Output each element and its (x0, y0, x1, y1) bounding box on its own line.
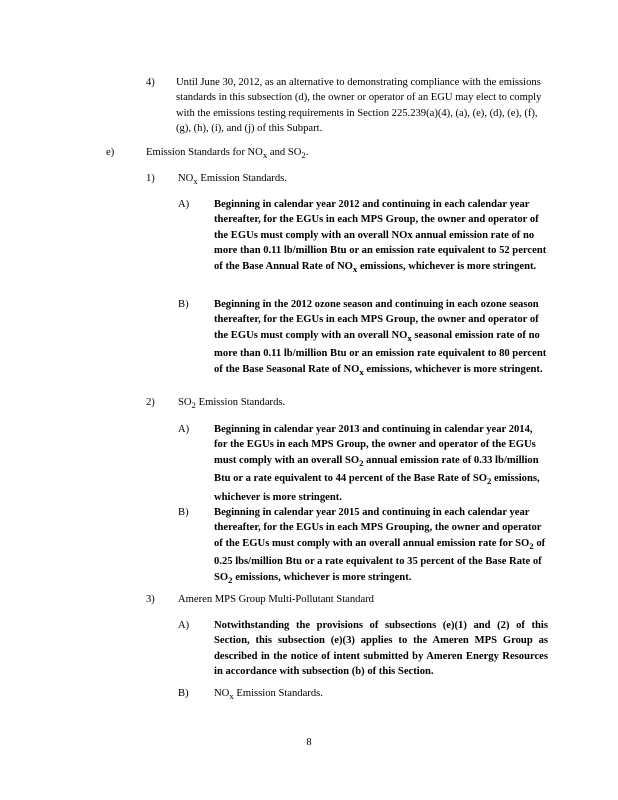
section-e-heading: Emission Standards for $NO_x$ and $SO_2$. (146, 147, 309, 161)
subsection-3B-heading: $NO_x$ Emission Standards. (214, 688, 323, 702)
subsection-1A-label: A) (178, 199, 190, 210)
subsection-1A-text: Beginning in calendar year 2012 and continuing in each calendar year thereafter, for the EGUs in each MPS Group, the owner and operator of the EGUs must comply with an overall NOx annual emission rate of no more than 0.11 lb/million Btu or an emission rate equivalent to 52 percent of the Base Annual Rate of $NO_x$ emissions, whichever is more stringent. (214, 199, 547, 274)
subsection-1-heading: $NO_x$ Emission Standards. (178, 173, 287, 187)
page-number: 8 (306, 737, 312, 748)
subsection-3B-label: B) (178, 688, 189, 699)
subsection-2A-label: A) (178, 424, 190, 435)
subsection-1B-text: Beginning in the 2012 ozone season and continuing in each ozone season thereafter, for the EGUs in each MPS Group, the owner and operator of the EGUs must comply with an overall $NO_x$ seasonal emission rate of no more than 0.11 lb/million Btu or an emission rate equivalent to 80 percent of the Base Seasonal Rate of $NO_x$ emissions, whichever is more stringent. (214, 299, 547, 377)
subsection-1B-label: B) (178, 299, 189, 310)
subsection-3A-text: Notwithstanding the provisions of subsections (e)(1) and (2) of this Section, this subsection (e)(3) applies to the Ameren MPS Group as described in the notice of intent submitted by Ameren Energy Resources in accordance with subsection (b) of this Section. (214, 620, 548, 678)
subsection-2B-text: Beginning in calendar year 2015 and continuing in each calendar year thereafter, for the EGUs in each MPS Grouping, the owner and operator of the EGUs must comply with an overall annual emission rate for $SO_2$ of 0.25 lbs/million Btu or a rate equivalent to 35 percent of the Base Rate of $SO_2$ emissions, whichever is more stringent. (214, 507, 546, 585)
subsection-2-label: 2) (146, 397, 155, 408)
subsection-3-label: 3) (146, 594, 155, 605)
subsection-3-heading: Ameren MPS Group Multi-Pollutant Standard (178, 594, 374, 605)
subsection-2A-text: Beginning in calendar year 2013 and continuing in calendar year 2014, for the EGUs in each MPS Group, the owner and operator of the EGUs must comply with an overall $SO_2$ annual emission rate of 0.33 lb/million Btu or a rate equivalent to 44 percent of the Base Rate of $SO_2$ emissions, whichever is more stringent. (214, 424, 540, 503)
subsection-1-label: 1) (146, 173, 155, 184)
subsection-2B-label: B) (178, 507, 189, 518)
item-4-label: 4) (146, 77, 155, 88)
item-4-text: Until June 30, 2012, as an alternative to demonstrating compliance with the emissions standards in this subsection (d), the owner or operator of an EGU may elect to comply with the emissions testing requirements in Section 225.239(a)(4), (a), (e), (d), (e), (f), (g), (h), (i), and (j) of this Subpart. (176, 77, 542, 135)
subsection-2-heading: $SO_2$ Emission Standards. (178, 397, 286, 411)
section-e-label: e) (106, 147, 115, 158)
subsection-3A-label: A) (178, 620, 190, 631)
